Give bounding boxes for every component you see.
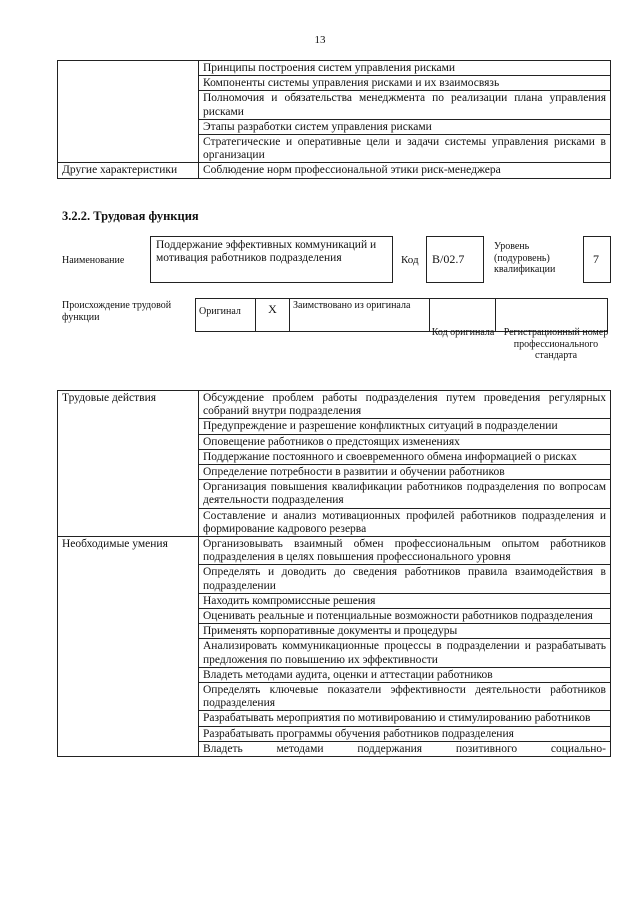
labor-actions-table: [57, 390, 611, 757]
required-skills-label: Необходимые умения: [58, 537, 199, 757]
level-value: 7: [593, 252, 599, 266]
origin-label: Происхождение трудовой функции: [62, 300, 172, 323]
table-cell: Организовывать взаимный обмен профессиональным опытом работников подразделения в целях повышения профессионального уровня: [199, 537, 611, 565]
table-cell: Принципы построения систем управления рисками: [199, 61, 611, 76]
table-cell: Оценивать реальные и потенциальные возможности работников подразделения: [199, 609, 611, 624]
table-cell: Применять корпоративные документы и процедуры: [199, 624, 611, 639]
name-value-box: [150, 236, 393, 283]
table-cell: Полномочия и обязательства менеджмента по реализации плана управления рисками: [199, 91, 611, 119]
page-number: 13: [314, 34, 326, 46]
table-cell: Анализировать коммуникационные процессы в подразделении и разрабатывать предложения по повышению их эффективности: [199, 639, 611, 667]
table-row: [58, 61, 611, 76]
code-value: B/02.7: [432, 252, 465, 266]
borrowed-label: Заимствовано из оригинала: [290, 299, 430, 332]
original-mark: X: [256, 299, 290, 332]
table-cell: Владеть методами поддержания позитивного социально-: [199, 741, 611, 756]
table-cell: Владеть методами аудита, оценки и аттестации работников: [199, 667, 611, 682]
table-cell: Этапы разработки систем управления рисками: [199, 119, 611, 134]
table-cell: Находить компромиссные решения: [199, 593, 611, 608]
name-value: Поддержание эффективных коммуникаций и мотивация работников подразделения: [156, 239, 377, 264]
knowledge-table-continuation: [57, 60, 611, 179]
section-heading: 3.2.2. Трудовая функция: [62, 209, 199, 223]
registration-caption: Регистрационный номер профессионального стандарта: [503, 327, 609, 361]
table-cell: Компоненты системы управления рисками и их взаимосвязь: [199, 76, 611, 91]
level-value-box: [583, 236, 611, 283]
other-characteristics-label: Другие характеристики: [58, 163, 199, 178]
table-row: [58, 537, 611, 565]
table-cell: Составление и анализ мотивационных профилей работников подразделения и формирование кадрового резерва: [199, 508, 611, 536]
table-row: [58, 391, 611, 419]
code-value-box: [426, 236, 484, 283]
table-cell: Поддержание постоянного и своевременного обмена информацией о рисках: [199, 449, 611, 464]
code-caption: Код оригинала: [431, 327, 495, 338]
labor-actions-label: Трудовые действия: [58, 391, 199, 537]
table-cell: Оповещение работников о предстоящих изменениях: [199, 434, 611, 449]
empty-label-cell: [58, 61, 199, 163]
name-label: Наименование: [62, 255, 125, 266]
table-cell: Определять и доводить до сведения работников правила взаимодействия в подразделении: [199, 565, 611, 593]
table-cell: Разрабатывать программы обучения работников подразделения: [199, 726, 611, 741]
level-label: Уровень (подуровень) квалификации: [494, 241, 556, 275]
table-cell: Разрабатывать мероприятия по мотивированию и стимулированию работников: [199, 711, 611, 726]
table-cell: Организация повышения квалификации работников подразделения по вопросам деятельности подразделения: [199, 480, 611, 508]
table-row: [58, 163, 611, 178]
table-cell: Определять ключевые показатели эффективности деятельности работников подразделения: [199, 683, 611, 711]
table-cell: Стратегические и оперативные цели и задачи системы управления рисками в организации: [199, 135, 611, 163]
table-cell: Обсуждение проблем работы подразделения путем проведения регулярных собраний внутри подразделения: [199, 391, 611, 419]
table-cell: Соблюдение норм профессиональной этики риск-менеджера: [199, 163, 611, 178]
table-cell: Предупреждение и разрешение конфликтных ситуаций в подразделении: [199, 419, 611, 434]
code-label: Код: [401, 254, 419, 266]
table-cell: Определение потребности в развитии и обучении работников: [199, 465, 611, 480]
original-label: Оригинал: [196, 299, 256, 332]
